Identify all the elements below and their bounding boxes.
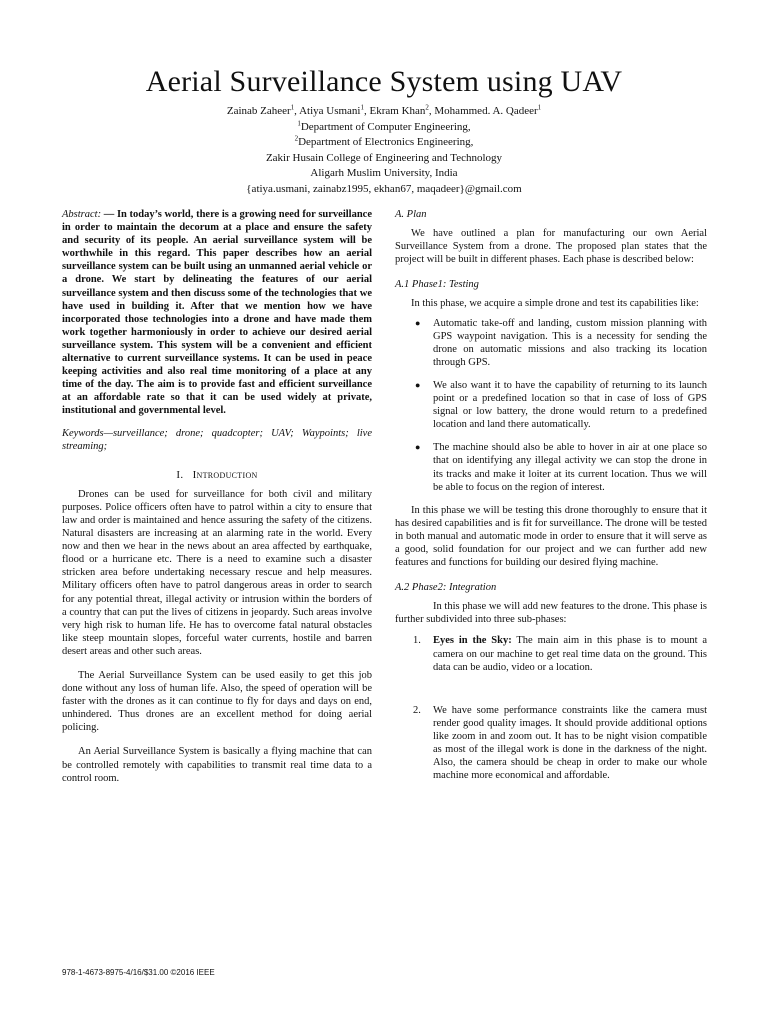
list-item — [395, 704, 707, 783]
author-separator: , — [294, 105, 300, 117]
intro-paragraph-2: The Aerial Surveillance System can be used easily to get this job done without any loss of human life. Also, the speed of operation will be faster with the drones as it can continue to fly for days and days on end, unhindered. Thus drones are an excellent method for doing aerial policing. — [62, 670, 372, 734]
section-number: I. — [176, 468, 184, 481]
copyright-footer: 978-1-4673-8975-4/16/$31.00 ©2016 IEEE — [62, 968, 215, 977]
list-item-text: Automatic take-off and landing, custom mission planning with GPS waypoint navigation. This is a necessity for sending the drone on automatic missions and also tracking its location through GPS. — [433, 317, 707, 368]
list-item-bold-lead: Eyes in the Sky: — [433, 635, 512, 647]
keywords: Keywords—surveillance; drone; quadcopter; UAV; Waypoints; live streaming; — [62, 427, 372, 452]
affil-mark: 2 — [294, 134, 299, 143]
abstract-text: — In today’s world, there is a growing need for surveillance in order to maintain the decorum at a place and ensure the safety and security of its people. An aerial surveillance system will be worthwhile in this regard. This paper describes how an aerial surveillance system can be built using an unmanned aerial vehicle or a drone. We start by delineating the features of our aerial surveillance system and then discuss some of the technologies that we have used in building it. After that we mention how we have incorporated those technologies into a drone and have made them work together harmoniously in order to achieve our desired aerial surveillance system. This system will be a convenient and efficient alternative to current surveillance systems. It can be used in peace keeping activities and also real time monitoring of a place at any time of the day. The aim is to provide fast and efficient surveillance at an affordable rate so that it can be used widely at private, institutional and governmental level. — [62, 209, 372, 417]
list-item-number: 1. — [413, 635, 421, 647]
phase1-intro: In this phase, we acquire a simple drone and test its capabilities like: — [411, 298, 699, 310]
phase2-subphase-list — [395, 634, 707, 782]
author-affil-mark: 1 — [537, 103, 542, 112]
phase1-paragraph-2: In this phase we will be testing this drone thoroughly to ensure that it has desired capabilities and is fit for surveillance. The drone will be tested in both manual and automatic mode in order to ensure that it will serve as a good, solid foundation for our project and we can further add new features and functions for building our desired flying machine. — [395, 504, 707, 569]
author-separator: , — [364, 105, 370, 117]
affiliation-2 — [0, 135, 768, 151]
author-block — [0, 104, 768, 197]
list-item — [395, 379, 707, 431]
author-name: Atiya Usmani — [299, 105, 361, 117]
subsection-heading-phase1: A.1 Phase1: Testing — [395, 279, 479, 291]
left-column — [62, 208, 372, 785]
author-names — [0, 104, 768, 120]
subsection-heading-plan: A. Plan — [395, 209, 427, 220]
list-item — [395, 634, 707, 673]
affiliation-2-text: Department of Electronics Engineering, — [298, 136, 474, 148]
intro-paragraph-1: Drones can be used for surveillance for both civil and military purposes. Police officers often have to patrol within a city to ensure that law and order is maintained and hence assuring the safety of the citizens. Natural disasters are increasing at an alarming rate in the world. Every now and then we hear in the news about an area affected by earthquake, flood or a hurricane etc. There is a need to examine such a disaster stricken area before undertaking necessary rescue and help measures. Military officers often have to patrol dangerous areas in order to search for any potential threat, illegal activity or intrusion within the borders of a country that can put the lives of citizens in jeopardy. Such areas involve very high risk to human life. He has to overcome fatal natural obstacles like steep mountain slopes, forceful water currents, hostile and barren desert areas and other such areas. — [62, 488, 372, 657]
paper-title: Aerial Surveillance System using UAV — [145, 65, 623, 98]
bullet-icon: ● — [415, 317, 421, 328]
abstract — [62, 208, 372, 418]
subsection-heading-phase2: A.2 Phase2: Integration — [395, 582, 497, 594]
list-item — [395, 441, 707, 493]
plan-paragraph: We have outlined a plan for manufacturing our own Aerial Surveillance System from a drone. The proposed plan states that the project will be built in different phases. Each phase is described below: — [395, 228, 707, 266]
author-affil-mark: 1 — [290, 103, 295, 112]
bullet-icon: ● — [415, 442, 421, 453]
list-spacer — [395, 674, 707, 704]
intro-paragraph-3: An Aerial Surveillance System is basically a flying machine that can be controlled remotely with capabilities to transmit real time data to a control room. — [62, 746, 372, 784]
author-emails: {atiya.usmani, zainabz1995, ekhan67, maqadeer}@gmail.com — [246, 182, 522, 195]
list-item-text: We have some performance constraints like the camera must render good quality images. It should provide additional options like zoom in and zoom out. It has to be night vision compatible as most of the illegal work is done in the darkness of the night. Also, the camera should be cheap in order to make our whole machine more economical and affordable. — [433, 704, 707, 782]
affiliation-1-text: Department of Computer Engineering, — [300, 120, 471, 133]
list-item — [395, 317, 707, 369]
phase2-intro: In this phase we will add new features to the drone. This phase is further subdivided into three sub-phases: — [395, 601, 707, 626]
bullet-icon: ● — [415, 379, 421, 390]
university-name: Aligarh Muslim University, India — [310, 167, 458, 179]
author-name: Mohammed. A. Qadeer — [434, 105, 538, 117]
section-title: Introduction — [192, 468, 258, 481]
author-name: Zainab Zaheer — [226, 105, 291, 117]
list-item-number: 2. — [413, 704, 421, 716]
affil-mark: 1 — [297, 118, 301, 127]
author-separator: , — [428, 105, 435, 117]
author-name: Ekram Khan — [369, 105, 426, 117]
list-item-text: The machine should also be able to hover in air at one place so that on identifying any illegal activity we can stop the drone in its tracks and make it loiter at its current location. Thus we will be able to focus on the region of interest. — [433, 442, 707, 493]
author-affil-mark: 2 — [425, 103, 429, 112]
list-item-text: We also want it to have the capability of returning to its launch point or a predefined location so that in case of loss of GPS signal or low battery, the drone would return to a predefined location and land there automatically. — [433, 379, 707, 431]
author-affil-mark: 1 — [360, 103, 364, 112]
abstract-label: Abstract: — [62, 209, 102, 220]
section-heading-introduction — [62, 469, 372, 482]
right-column — [395, 208, 707, 782]
list-item-text: The main aim in this phase is to mount a camera on our machine to get real time data on the ground. This data can be audio, video or a location. — [433, 635, 707, 673]
phase1-capability-list — [395, 317, 707, 494]
college-name: Zakir Husain College of Engineering and Technology — [265, 151, 503, 164]
affiliation-1 — [0, 120, 768, 136]
